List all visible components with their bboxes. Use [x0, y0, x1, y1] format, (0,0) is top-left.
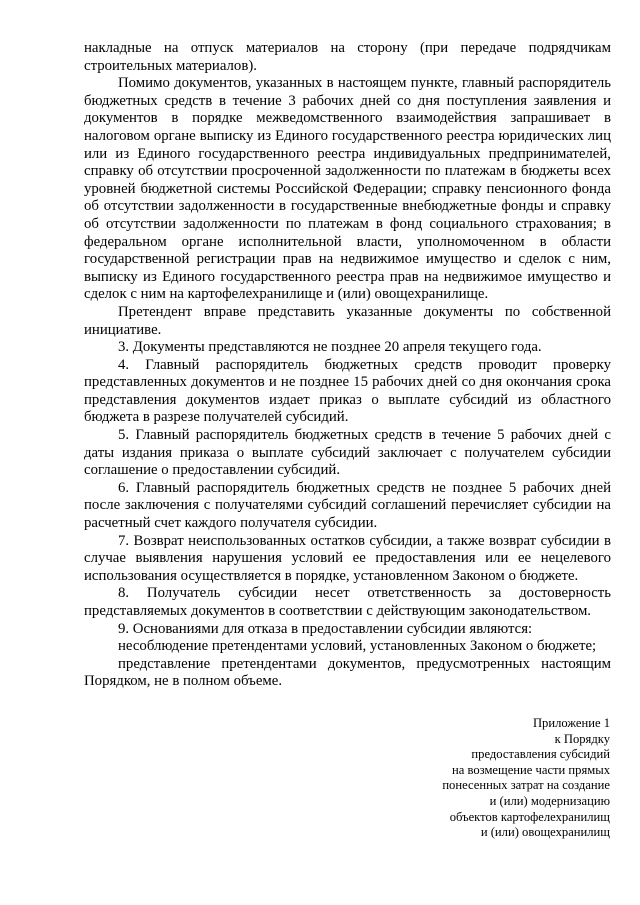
paragraph-own-initiative: Претендент вправе представить указанные документы по собственной инициативе.	[84, 303, 611, 338]
paragraph-item-6: 6. Главный распорядитель бюджетных средств не позднее 5 рабочих дней после заключения с получателями субсидий соглашений перечисляет субсидии на расчетный счет каждого получателя субсидии.	[84, 479, 611, 532]
appendix-line: объектов картофелехранилищ	[449, 809, 610, 824]
paragraph-refusal-ground-1: несоблюдение претендентами условий, установленных Законом о бюджете;	[118, 638, 597, 655]
appendix-line: предоставления субсидий	[471, 747, 610, 762]
paragraph-item-5: 5. Главный распорядитель бюджетных средств в течение 5 рабочих дней с даты издания приказа о выплате субсидий заключает с получателем субсидии соглашение о предоставлении субсидий.	[84, 427, 611, 479]
paragraph-item-9: 9. Основаниями для отказа в предоставлении субсидии являются:	[118, 620, 533, 637]
appendix-line: на возмещение части прямых	[452, 762, 610, 777]
appendix-line: к Порядку	[554, 731, 610, 746]
paragraph-interagency-requests: Помимо документов, указанных в настоящем пункте, главный распорядитель бюджетных средств в течение 3 рабочих дней со дня поступления заявления и документов в порядке межведомственного взаимодействия запрашивает в налоговом органе выписку из Единого государственного реестра юридических лиц или из Единого государственного реестра индивидуальных предпринимателей, справку об отсутствии просроченной задолженности по платежам в бюджеты всех уровней бюджетной системы Российской Федерации; справку пенсионного фонда об отсутствии задолженности в государственные внебюджетные фонды и справку об отсутствии задолженности по платежам в фонд социального страхования; в федеральном органе исполнительной власти, уполномоченном в области государственной регистрации прав на недвижимое имущество и сделок с ним, выписку из Единого государственного реестра прав на недвижимое имущество и сделок с ним на картофелехранилище и (или) овощехранилище.	[84, 75, 611, 303]
appendix-line: понесенных затрат на создание	[442, 778, 610, 793]
paragraph-item-7: 7. Возврат неиспользованных остатков субсидии, а также возврат субсидии в случае выявления нарушения условий ее предоставления или ее нецелевого использования осуществляется в порядке, установленном Законом о бюджете.	[84, 532, 611, 584]
paragraph-item-4: 4. Главный распорядитель бюджетных средств проводит проверку представленных документов и не позднее 15 рабочих дней со дня окончания срока представления документов издает приказ о выплате субсидий из областного бюджета в разрезе получателей субсидий.	[84, 356, 611, 426]
appendix-line: Приложение 1	[532, 716, 610, 730]
appendix-line: и (или) овощехранилищ	[480, 825, 610, 840]
paragraph-refusal-ground-2: представление претендентами документов, предусмотренных настоящим Порядком, не в полном объеме.	[84, 655, 611, 690]
paragraph-materials-invoices: накладные на отпуск материалов на сторону (при передаче подрядчикам строительных материалов).	[84, 40, 611, 74]
paragraph-item-8: 8. Получатель субсидии несет ответственность за достоверность представляемых документов в соответствии с действующим законодательством.	[84, 585, 611, 619]
appendix-line: и (или) модернизацию	[489, 793, 610, 808]
appendix-header	[380, 716, 610, 841]
paragraph-item-3: 3. Документы представляются не позднее 20 апреля текущего года.	[118, 339, 542, 356]
document-body	[84, 40, 611, 691]
